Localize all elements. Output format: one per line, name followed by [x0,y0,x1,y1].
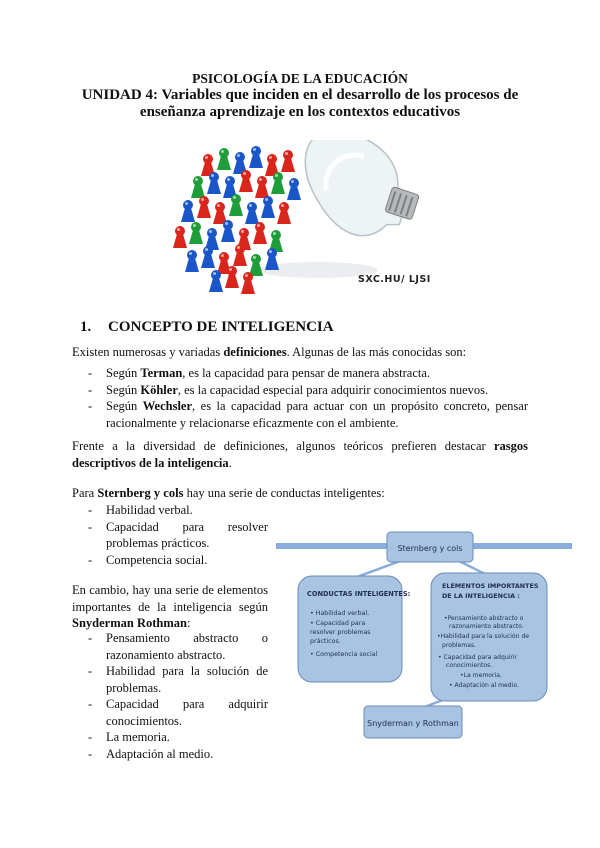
traits-text: Frente a la diversidad de definiciones, algunos teóricos prefieren destacar [72,439,494,453]
definitions-list [72,365,528,431]
intro-bold: definiciones [223,345,287,359]
traits-bold: rasgos descriptivos de la inteligencia [72,439,528,470]
sternberg-box-label: Sternberg y cols [397,544,463,553]
definition-item: - Según Köhler, es la capacidad especial para adquirir conocimientos nuevos. [72,382,528,399]
pawn [249,146,263,168]
pawn [253,222,267,244]
list-item: - Pensamiento abstracto o razonamiento abstracto. [72,630,268,663]
pawn [213,202,227,224]
course-title: PSICOLOGÍA DE LA EDUCACIÓN [192,71,408,86]
diagram-item: resolver problemas [310,629,371,636]
list-item: - Capacidad para resolver problemas prácticos. [72,519,268,552]
pawn [287,178,301,200]
intelligence-diagram [274,520,574,752]
diagram-item: • Capacidad para [310,620,366,627]
snyderman-box-label: Snyderman y Rothman [367,719,459,728]
pawn [245,202,259,224]
list-item: - Adaptación al medio. [72,746,268,763]
intro-paragraph [72,344,532,361]
intro-text-end: . Algunas de las más conocidas son: [286,345,467,359]
diagram-item: •Pensamiento abstracto o [444,615,524,622]
image-watermark: SXC.HU/ LJSI [358,274,431,285]
pawn [281,150,295,172]
diagram-item: • Capacidad para adquirir [438,654,518,661]
unit-title-line2: enseñanza aprendizaje en los contextos educativos [139,104,461,120]
diagram-item: • Adaptación al medio. [449,682,519,689]
snyderman-list [72,630,268,762]
pawn [189,222,203,244]
list-item: - Habilidad verbal. [72,502,268,519]
elementos-title: DE LA INTELIGENCIA : [442,592,520,600]
pawn [217,148,231,170]
list-item: - Competencia social. [72,552,268,569]
document-header [60,70,540,121]
pawn [255,176,269,198]
list-item: - La memoria. [72,729,268,746]
pawn [181,200,195,222]
list-item: - Capacidad para adquirir conocimientos. [72,696,268,729]
pawn [185,250,199,272]
diagram-item: • Habilidad verbal. [310,610,370,617]
sternberg-intro: Para Sternberg y cols hay una serie de conductas inteligentes: [72,486,385,500]
pawn [277,202,291,224]
section-heading [80,319,334,336]
author-name: Wechsler [142,399,193,413]
definition-item: - Según Wechsler, es la capacidad para actuar con un propósito concreto, pensar racionalmente y relacionarse eficazmente con el ambiente. [72,398,528,431]
list-item: - Habilidad para la solución de problemas. [72,663,268,696]
section-title: CONCEPTO DE INTELIGENCIA [108,319,334,335]
conductas-title: CONDUCTAS INTELIGENTES: [307,590,411,598]
sternberg-list [72,502,268,568]
pawn [197,196,211,218]
diagram-item: •La memoria. [460,672,502,679]
diagram-item: •Habilidad para la solución de [437,633,530,640]
snyderman-bold: Snyderman Rothman [72,616,187,630]
sternberg-bold: Sternberg y cols [97,486,184,500]
pawn [173,226,187,248]
diagram-item: conocimientos. [446,662,493,669]
author-name: Köhler [140,382,178,397]
diagram-item: prácticos. [310,638,341,645]
elementos-title: ELEMENTOS IMPORTANTES [442,582,539,590]
unit-title-line1: UNIDAD 4: Variables que inciden en el desarrollo de los procesos de [81,87,519,103]
diagram-item: razonamiento abstracto. [449,623,524,630]
intro-text: Existen numerosas y variadas [72,345,224,359]
pawn [261,196,275,218]
pawn [249,254,263,276]
definition-item: - Según Terman, es la capacidad para pensar de manera abstracta. [72,365,528,382]
section-number: 1. [80,319,92,335]
diagram-item: • Competencia social [310,651,378,658]
pawn [191,176,205,198]
author-name: Terman [140,366,183,380]
diagram-item: problemas. [442,642,477,649]
snyderman-intro: En cambio, hay una serie de elementos importantes de la inteligencia según Snyderman Rothman: [72,583,268,630]
traits-paragraph: Frente a la diversidad de definiciones, algunos teóricos prefieren destacar rasgos descriptivos de la inteligencia. [72,439,528,470]
